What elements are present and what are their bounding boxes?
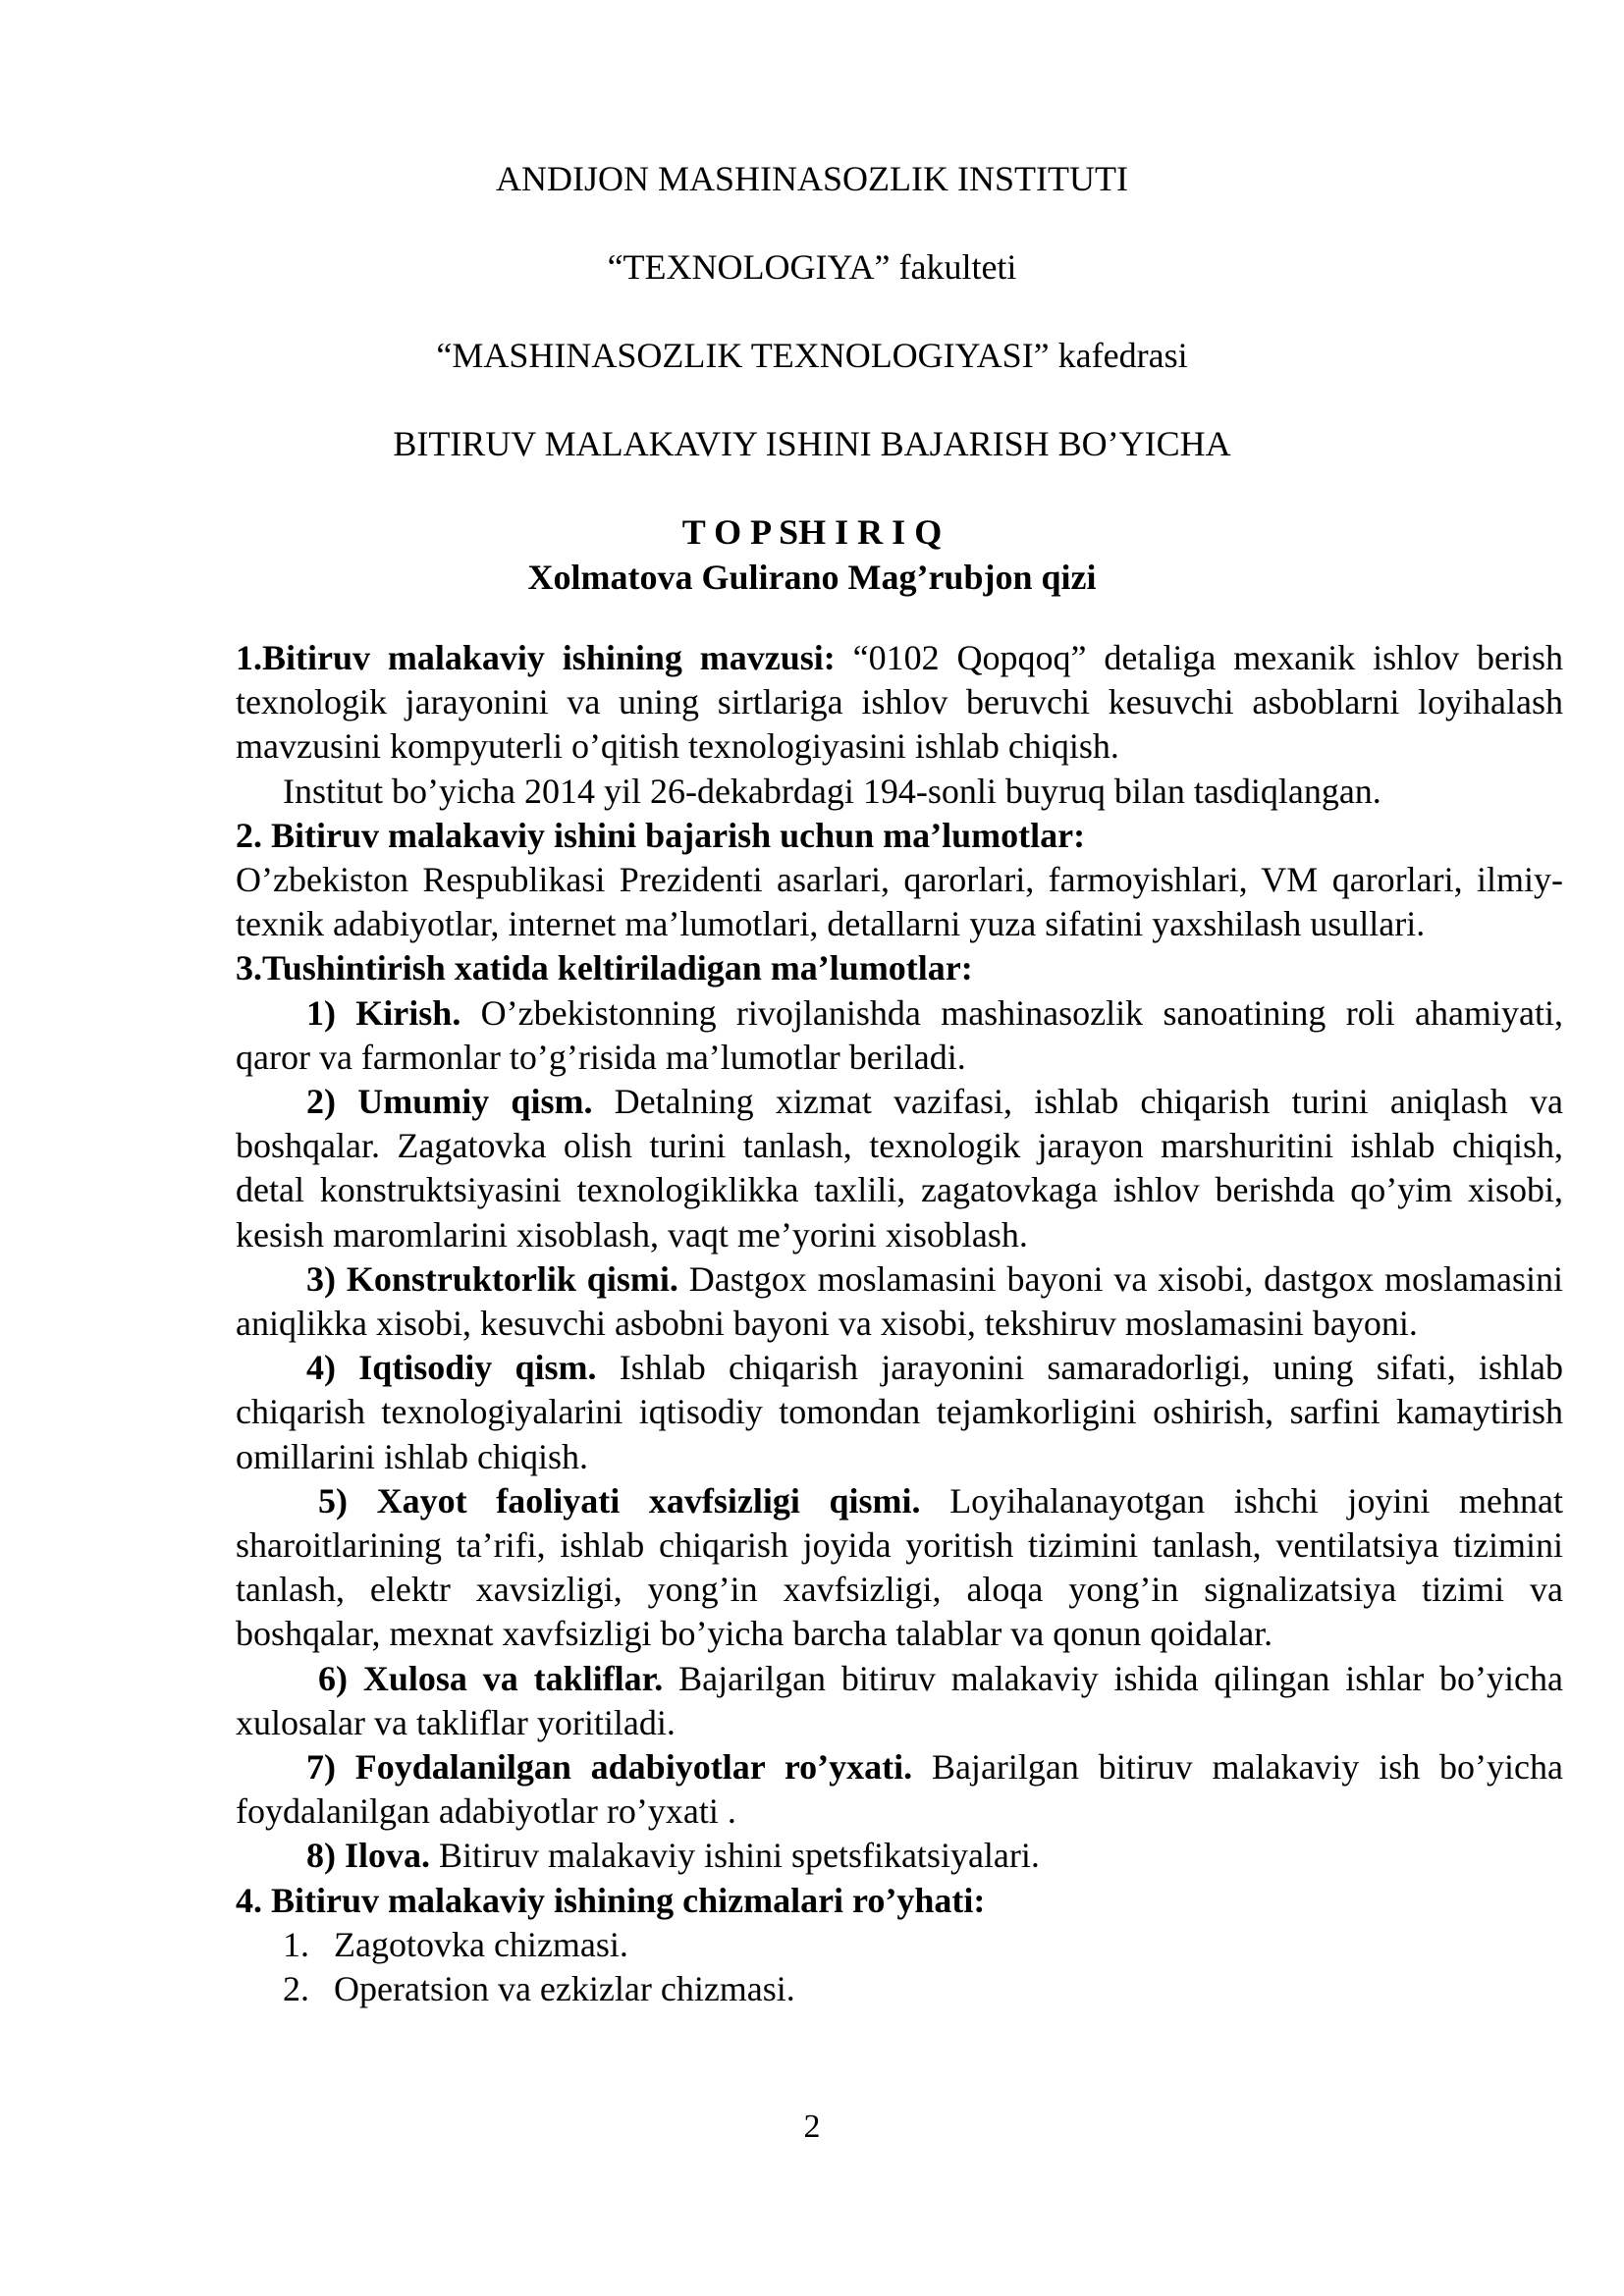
section-1 [236, 636, 1563, 770]
item-text: Detalning xizmat vazifasi, ishlab chiqarish turini aniqlash va boshqalar. Zagatovka olish turini tanlash, texnologik jarayon marshuritini ishlab chiqish, detal konstruktsiyasini texnologiklikka taxlili, zagatovkaga ishlov berishda qo’yim xisobi, kesish maromlarini xisoblash, vaqt me’yorini xisoblash. [236, 1082, 1563, 1255]
subject-line: BITIRUV MALAKAVIY ISHINI BAJARISH BO’YICHA [393, 424, 1231, 463]
item-text: Loyihalanayotgan ishchi joyini mehnat sharoitlarining ta’rifi, ishlab chiqarish joyida yoritish tizimini tanlash, ventilatsiya tizimini tanlash, elektr xavsizligi, yong’in xavfsizligi, aloqa yong’in signalizatsiya tizimi va boshqalar, mexnat xavfsizligi bo’yicha barcha talablar va qonun qoidalar. [236, 1480, 1563, 1654]
item-label: 2) Umumiy qism. [306, 1082, 593, 1122]
page-number: 2 [803, 2109, 821, 2145]
item-text: Operatsion va ezkizlar chizmasi. [334, 1969, 795, 2009]
list-item [236, 1923, 1563, 1967]
faculty-name: “TEXNOLOGIYA” fakulteti [607, 247, 1017, 287]
item-text: Bajarilgan bitiruv malakaviy ish bo’yicha foydalanilgan adabiyotlar ro’yxati . [236, 1747, 1563, 1832]
section-1-text: “0102 Qopqoq” detaliga mexanik ishlov berish texnologik jarayonini va uning sirtlariga ishlov beruvchi kesuvchi asboblarni loyihalash mavzusini kompyuterli o’qitish texnologiyasini ishlab chiqish. [236, 638, 1563, 767]
department-name: “MASHINASOZLIK TEXNOLOGIYASI” kafedrasi [436, 336, 1188, 375]
section-4-label: 4. Bitiruv malakaviy ishining chizmalari ro’yhati: [236, 1880, 986, 1920]
item-label: 5) Xayot faoliyati xavfsizligi qismi. [318, 1480, 921, 1521]
item-number: 2. [283, 1969, 309, 2009]
item-text: Dastgox moslamasini bayoni va xisobi, dastgox moslamasini aniqlikka xisobi, kesuvchi asbobni bayoni va xisobi, tekshiruv moslamasini bayoni. [236, 1258, 1563, 1344]
section-2-text: O’zbekiston Respublikasi Prezidenti asarlari, qarorlari, farmoyishlari, VM qarorlari, ilmiy-texnik adabiyotlar, internet ma’lumotlari, detallarni yuza sifatini yaxshilash usullari. [236, 860, 1563, 944]
item-text: Ishlab chiqarish jarayonini samaradorligi, uning sifati, ishlab chiqarish texnologiyalarini iqtisodiy tomondan tejamkorligini oshirish, sarfini kamaytirish omillarini ishlab chiqish. [236, 1348, 1563, 1476]
approval-note: Institut bo’yicha 2014 yil 26-dekabrdagi 194-sonli buyruq bilan tasdiqlangan. [283, 771, 1381, 811]
item-number: 1. [283, 1924, 309, 1964]
item-label: 8) Ilova. [306, 1836, 430, 1876]
item-text: Bajarilgan bitiruv malakaviy ishida qilingan ishlar bo’yicha xulosalar va takliflar yoritiladi. [236, 1658, 1564, 1742]
item-text: O’zbekistonning rivojlanishda mashinasozlik sanoatining roli ahamiyati, qaror va farmonlar to’g’risida ma’lumotlar beriladi. [236, 992, 1563, 1077]
item-label: 3) Konstruktorlik qismi. [306, 1258, 678, 1299]
document-body [236, 636, 1563, 2011]
item-label: 4) Iqtisodiy qism. [306, 1348, 597, 1388]
section-3-label: 3.Tushintirish xatida keltiriladigan ma’lumotlar: [236, 948, 973, 988]
list-item [236, 1657, 1563, 1745]
list-item [236, 1745, 1563, 1834]
student-name: Xolmatova Gulirano Mag’rubjon qizi [527, 558, 1097, 597]
list-item [236, 1257, 1563, 1346]
list-item [236, 1346, 1563, 1479]
item-label: 1) Kirish. [306, 992, 461, 1033]
section-1-label: 1.Bitiruv malakaviy ishining mavzusi: [236, 638, 836, 677]
doc-title: T O P SH I R I Q [681, 512, 943, 552]
item-text: Zagotovka chizmasi. [334, 1924, 628, 1964]
item-label: 6) Xulosa va takliflar. [318, 1658, 664, 1698]
list-item [236, 991, 1563, 1080]
institute-name: ANDIJON MASHINASOZLIK INSTITUTI [496, 159, 1128, 198]
item-text: Bitiruv malakaviy ishini spetsfikatsiyalari. [430, 1836, 1040, 1876]
list-item [236, 1834, 1563, 1878]
item-label: 7) Foydalanilgan adabiyotlar ro’yxati. [306, 1747, 913, 1788]
section-2-label: 2. Bitiruv malakaviy ishini bajarish uchun ma’lumotlar: [236, 815, 1086, 855]
list-item [236, 1967, 1563, 2011]
list-item [236, 1479, 1563, 1657]
list-item [236, 1080, 1563, 1257]
